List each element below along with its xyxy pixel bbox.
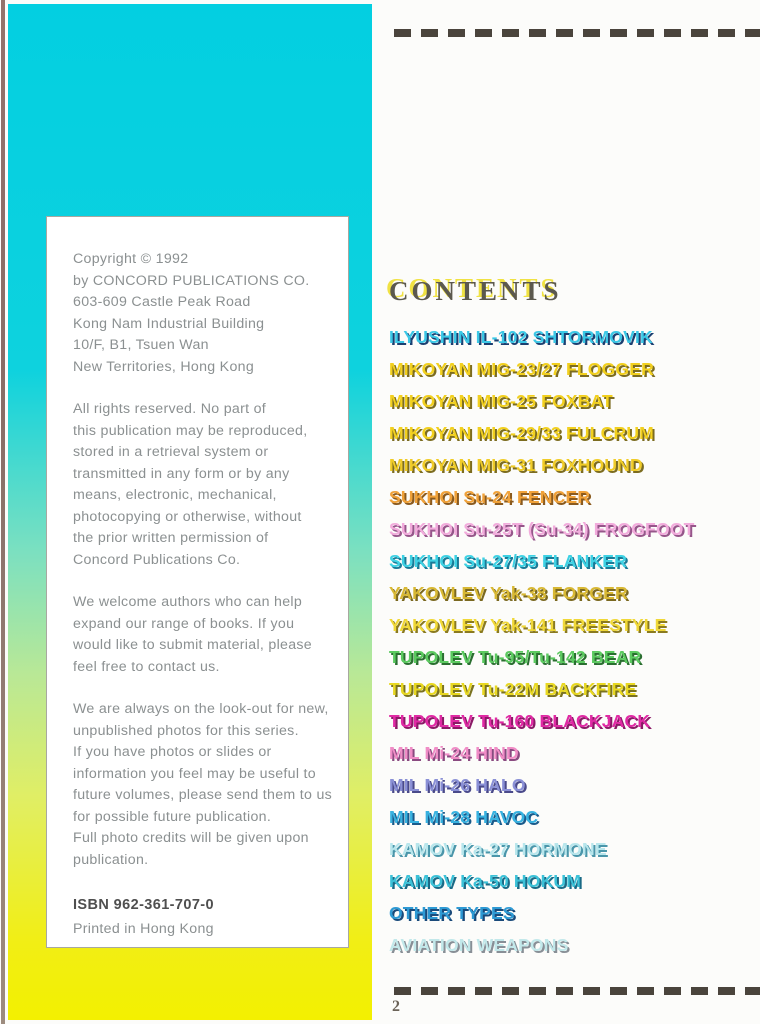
copyright-text-line: expand our range of books. If you [73, 615, 295, 632]
copyright-text-line: Concord Publications Co. [73, 551, 241, 568]
copyright-text-line: would like to submit material, please [73, 637, 312, 653]
contents-item: TUPOLEV Tu-95/Tu-142 BEAR [389, 646, 642, 667]
page-number: 2 [392, 998, 400, 1015]
contents-item: SUKHOI Su-24 FENCER [389, 486, 591, 507]
copyright-text-line: 10/F, B1, Tsuen Wan [73, 337, 209, 353]
copyright-box [46, 216, 349, 948]
contents-item: YAKOVLEV Yak-141 FREESTYLE [389, 614, 667, 635]
contents-item: MIL Mi-24 HIND [389, 742, 519, 763]
contents-item: YAKOVLEV Yak-38 FORGER [389, 582, 628, 603]
copyright-paragraph [73, 592, 330, 678]
copyright-text-line: We welcome authors who can help [73, 594, 303, 610]
copyright-text-line: for possible future publication. [73, 808, 272, 825]
copyright-paragraph [73, 399, 330, 571]
copyright-text-line: transmitted in any form or by any [73, 465, 290, 482]
contents-section [389, 276, 754, 961]
contents-item: AVIATION WEAPONS [389, 934, 569, 955]
contents-item: OTHER TYPES [389, 902, 515, 923]
copyright-paragraph [73, 699, 333, 871]
copyright-text-line: All rights reserved. No part of [73, 401, 267, 417]
contents-list [389, 321, 754, 961]
copyright-text-line: Copyright © 1992 [73, 251, 189, 267]
copyright-text-line: this publication may be reproduced, [73, 422, 308, 439]
copyright-text-line: publication. [73, 851, 149, 868]
copyright-text-line: We are always on the look-out for new, [73, 701, 329, 717]
copyright-text-line: future volumes, please send them to us [73, 787, 333, 803]
isbn-block [73, 893, 330, 941]
contents-item: MIKOYAN MIG-25 FOXBAT [389, 390, 613, 411]
contents-item: MIKOYAN MIG-31 FOXHOUND [389, 454, 643, 475]
contents-heading: CONTENTS [389, 276, 562, 306]
copyright-text-line: 603-609 Castle Peak Road [73, 294, 251, 310]
copyright-text-line: by CONCORD PUBLICATIONS CO. [73, 272, 310, 289]
copyright-text-line: photocopying or otherwise, without [73, 508, 302, 525]
copyright-text-line: New Territories, Hong Kong [73, 358, 255, 375]
isbn-line: ISBN 962-361-707-0 [73, 897, 214, 913]
contents-item: SUKHOI Su-25T (Su-34) FROGFOOT [389, 518, 695, 539]
contents-item: TUPOLEV Tu-160 BLACKJACK [389, 710, 651, 731]
copyright-text-line: the prior written permission of [73, 530, 269, 546]
copyright-text-line: If you have photos or slides or [73, 744, 272, 760]
contents-item: ILYUSHIN IL-102 SHTORMOVIK [389, 326, 653, 347]
contents-item: TUPOLEV Tu-22M BACKFIRE [389, 678, 637, 699]
copyright-paragraph [73, 249, 330, 378]
contents-item: MIKOYAN MIG-23/27 FLOGGER [389, 358, 654, 379]
contents-item: SUKHOI Su-27/35 FLANKER [389, 550, 627, 571]
copyright-text-line: Kong Nam Industrial Building [73, 315, 265, 332]
copyright-text-line: Full photo credits will be given upon [73, 830, 309, 846]
copyright-paragraphs [73, 249, 333, 871]
contents-item: KAMOV Ka-50 HOKUM [389, 870, 582, 891]
contents-item: MIKOYAN MIG-29/33 FULCRUM [389, 422, 654, 443]
dashed-divider-bottom [394, 987, 760, 995]
printed-in-line: Printed in Hong Kong [73, 921, 214, 937]
copyright-text-line: unpublished photos for this series. [73, 722, 299, 739]
gradient-panel [8, 4, 372, 1020]
copyright-text-line: information you feel may be useful to [73, 765, 316, 782]
copyright-text-line: means, electronic, mechanical, [73, 487, 277, 503]
dashed-divider-top [394, 29, 760, 37]
copyright-text-line: feel free to contact us. [73, 658, 220, 675]
contents-item: KAMOV Ka-27 HORMONE [389, 838, 607, 859]
contents-item: MIL Mi-26 HALO [389, 774, 526, 795]
page-left-edge [1, 0, 5, 1024]
contents-item: MIL Mi-28 HAVOC [389, 806, 539, 827]
copyright-text-line: stored in a retrieval system or [73, 444, 269, 460]
